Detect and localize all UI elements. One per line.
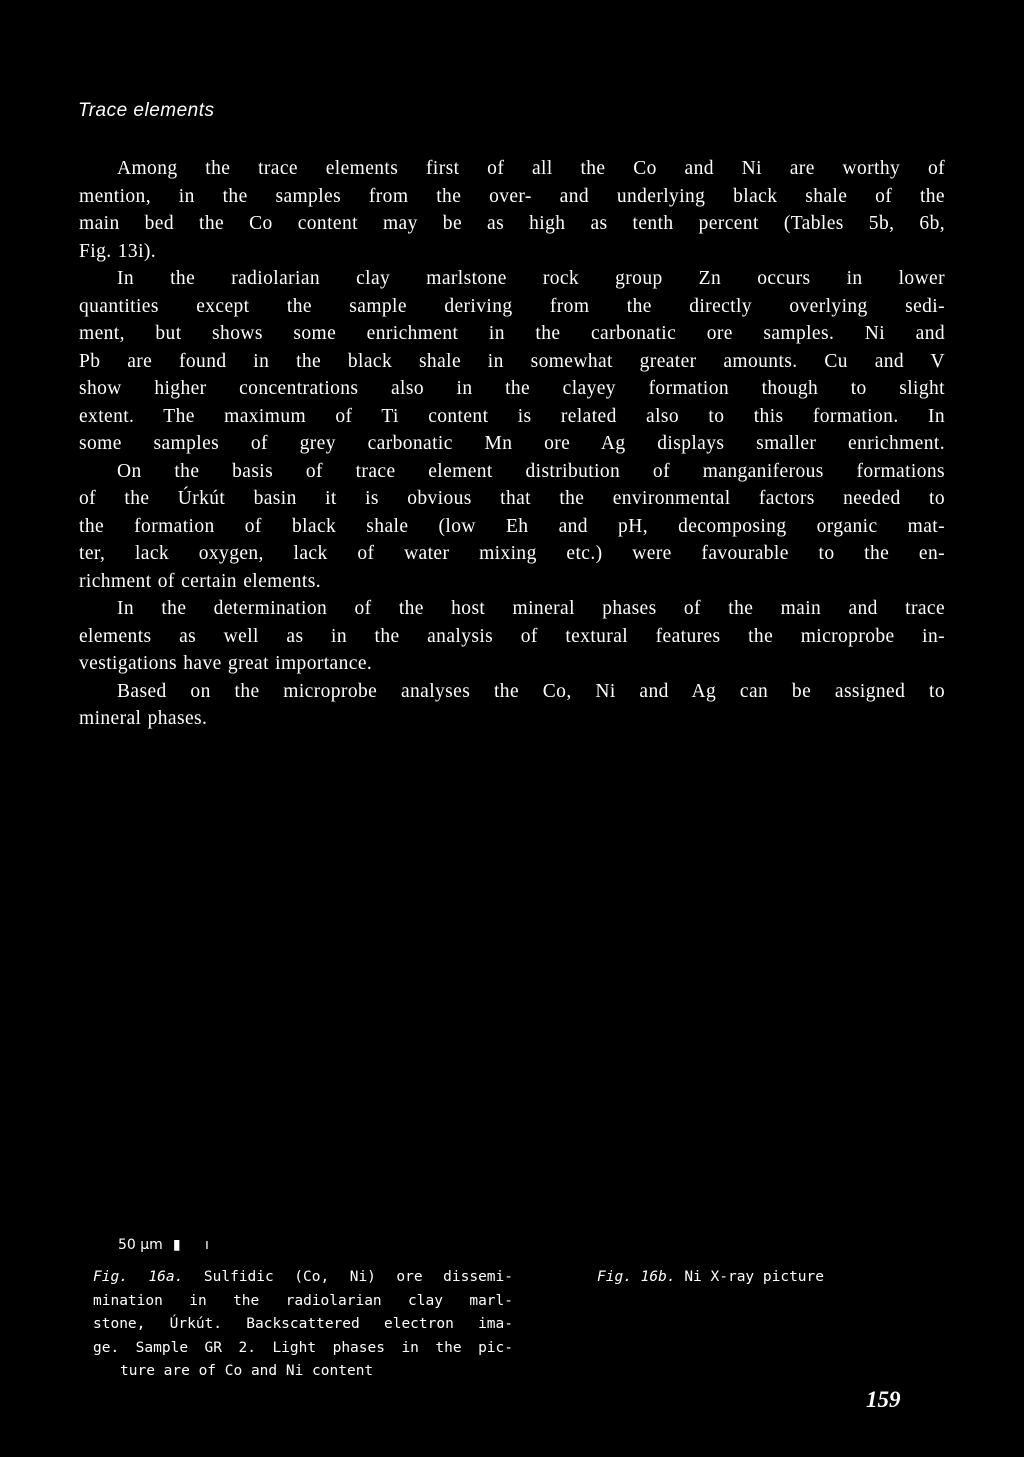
paragraph-line: vestigations have great importance. — [79, 653, 373, 674]
caption-line: Ni X-ray picture — [684, 1269, 824, 1285]
paragraph-line: some samples of grey carbonatic Mn ore Ag displays smaller enrichment. — [79, 433, 945, 454]
paragraph-line: Fig. 13i). — [79, 240, 157, 262]
caption-line: ge. Sample GR 2. Light phases in the pic- — [93, 1339, 513, 1356]
scale-bar — [118, 1237, 219, 1253]
page-number: 159 — [866, 1387, 901, 1412]
paragraph-line: the formation of black shale (low Eh and pH, decomposing organic mat- — [79, 515, 945, 537]
paragraph-line: In the determination of the host mineral phases of the main and trace — [117, 598, 945, 619]
caption-line: stone, Úrkút. Backscattered electron ima- — [93, 1316, 513, 1332]
scale-bar-label: 50 µm — [118, 1237, 163, 1253]
paragraph-line: of the Úrkút basin it is obvious that the environmental factors needed to — [79, 488, 945, 509]
paragraph-line: Pb are found in the black shale in somewhat greater amounts. Cu and V — [79, 350, 945, 372]
paragraph-line: Based on the microprobe analyses the Co, Ni and Ag can be assigned to — [117, 680, 945, 702]
paragraph-line: ter, lack oxygen, lack of water mixing etc.) were favourable to the en- — [79, 543, 945, 564]
paragraph-line: Among the trace elements first of all the Co and Ni are worthy of — [117, 158, 945, 179]
figure-16b-caption — [597, 1266, 897, 1290]
paragraph-line: extent. The maximum of Ti content is related also to this formation. In — [79, 405, 945, 427]
paragraph-line: mineral phases. — [79, 708, 208, 729]
body-text — [79, 155, 945, 733]
paragraph-line: ment, but shows some enrichment in the carbonatic ore samples. Ni and — [79, 323, 945, 344]
section-heading: Trace elements — [78, 100, 215, 121]
paragraph-line: show higher concentrations also in the clayey formation though to slight — [79, 378, 945, 399]
caption-line: ture are of Co and Ni content — [120, 1363, 374, 1379]
paragraph-line: mention, in the samples from the over- and underlying black shale of the — [79, 185, 945, 207]
figure-16b-label: Fig. 16b. — [597, 1269, 676, 1285]
paragraph-line: quantities except the sample deriving from the directly overlying sedi- — [79, 295, 945, 317]
scale-bar-ticks: ▮ ı — [172, 1237, 219, 1253]
caption-line: mination in the radiolarian clay marl- — [93, 1292, 513, 1309]
caption-line: Sulfidic (Co, Ni) ore dissemi- — [203, 1269, 513, 1285]
paragraph-line: main bed the Co content may be as high as tenth percent (Tables 5b, 6b, — [79, 213, 945, 234]
figure-16a-label: Fig. 16a. — [93, 1269, 184, 1285]
paragraph-line: On the basis of trace element distribution of manganiferous formations — [117, 460, 945, 482]
figure-16a-caption — [93, 1266, 513, 1384]
paragraph-line: In the radiolarian clay marlstone rock group Zn occurs in lower — [117, 268, 945, 289]
paragraph-line: richment of certain elements. — [79, 570, 322, 592]
paragraph-line: elements as well as in the analysis of textural features the microprobe in- — [79, 625, 945, 647]
